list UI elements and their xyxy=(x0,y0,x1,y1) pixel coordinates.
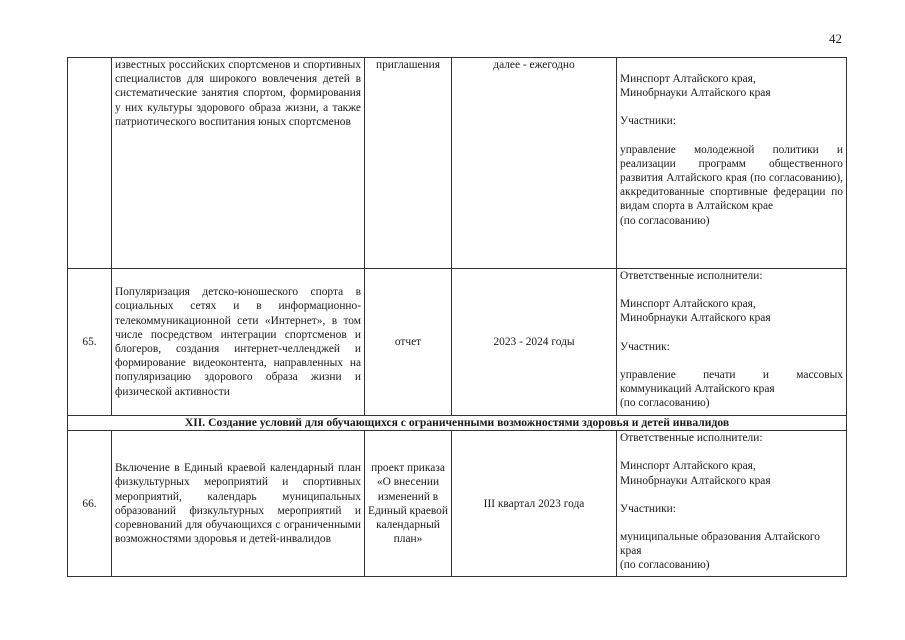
agreement-note: (по согласованию) xyxy=(620,214,710,227)
agreement-note: (по согласованию) xyxy=(620,397,710,410)
participants-label: Участники: xyxy=(620,115,676,128)
table-row xyxy=(68,269,847,416)
responsible-line: Минспорт Алтайского края, xyxy=(620,298,756,311)
implementation-form: отчет xyxy=(365,269,452,416)
row-number: 66. xyxy=(68,431,112,577)
implementation-term: 2023 - 2024 годы xyxy=(452,269,617,416)
responsible-line xyxy=(620,488,843,502)
responsible-line: Минобрнауки Алтайского края xyxy=(620,87,771,100)
row-number: 65. xyxy=(68,269,112,416)
responsible-executors xyxy=(617,431,847,577)
implementation-term: III квартал 2023 года xyxy=(452,431,617,577)
page-number: 42 xyxy=(829,31,842,46)
responsible-executors xyxy=(617,58,847,269)
participants-list: управление печати и массовых коммуникаций Алтайского края xyxy=(620,368,843,396)
participants-list: управление молодежной политики и реализации программ общественного развития Алтайского края (по согласованию), аккредитованные спортивные федерации по видам спорта в Алтайском крае xyxy=(620,143,843,213)
row-number xyxy=(68,58,112,269)
responsible-line xyxy=(620,283,843,297)
participants-label: Участники: xyxy=(620,502,676,515)
implementation-form: приглашения xyxy=(365,58,452,269)
section-heading-row xyxy=(68,416,847,431)
action-plan-table xyxy=(67,57,847,577)
responsible-line xyxy=(620,129,843,143)
responsible-line xyxy=(620,516,843,530)
responsible-line: Минспорт Алтайского края, xyxy=(620,460,756,473)
responsible-line xyxy=(620,100,843,114)
responsible-line: Минспорт Алтайского края, xyxy=(620,73,756,85)
responsible-heading: Ответственные исполнители: xyxy=(620,432,763,445)
table-row xyxy=(68,58,847,269)
participants-list: муниципальные образования Алтайского края xyxy=(620,531,820,558)
responsible-executors xyxy=(617,269,847,416)
responsible-heading: Ответственные исполнители: xyxy=(620,270,763,282)
responsible-line: Минобрнауки Алтайского края xyxy=(620,312,771,325)
measure-description: известных российских спортсменов и спортивных специалистов для широкого вовлечения детей в систематические занятия спортом, формирования у них культуры здорового образа жизни, а также патриотического воспитания юных спортсменов xyxy=(112,58,365,269)
table-row xyxy=(68,431,847,577)
responsible-line xyxy=(620,445,843,459)
implementation-term: далее - ежегодно xyxy=(452,58,617,269)
measure-description: Включение в Единый краевой календарный план физкультурных мероприятий и спортивных мероприятий, календарь муниципальных образований физкультурных мероприятий и соревнований для обучающихся с ограниченными возможностями здоровья и детей-инвалидов xyxy=(112,431,365,577)
agreement-note: (по согласованию) xyxy=(620,559,710,572)
responsible-line xyxy=(620,326,843,340)
responsible-line: Минобрнауки Алтайского края xyxy=(620,474,771,487)
responsible-line xyxy=(620,354,843,368)
implementation-form: проект приказа «О внесении изменений в Единый краевой календарный план» xyxy=(365,431,452,577)
participants-label: Участник: xyxy=(620,340,670,353)
section-title: XII. Создание условий для обучающихся с ограниченными возможностями здоровья и детей инвалидов xyxy=(68,416,847,431)
responsible-line xyxy=(620,58,843,72)
measure-description: Популяризация детско-юношеского спорта в социальных сетях и в информационно-телекоммуникационной сети «Интернет», в том числе посредством интеграции спортсменов и блогеров, создания интернет-челленджей и формирование видеоконтента, направленных на популяризацию здорового образа жизни и физической активности xyxy=(112,269,365,416)
